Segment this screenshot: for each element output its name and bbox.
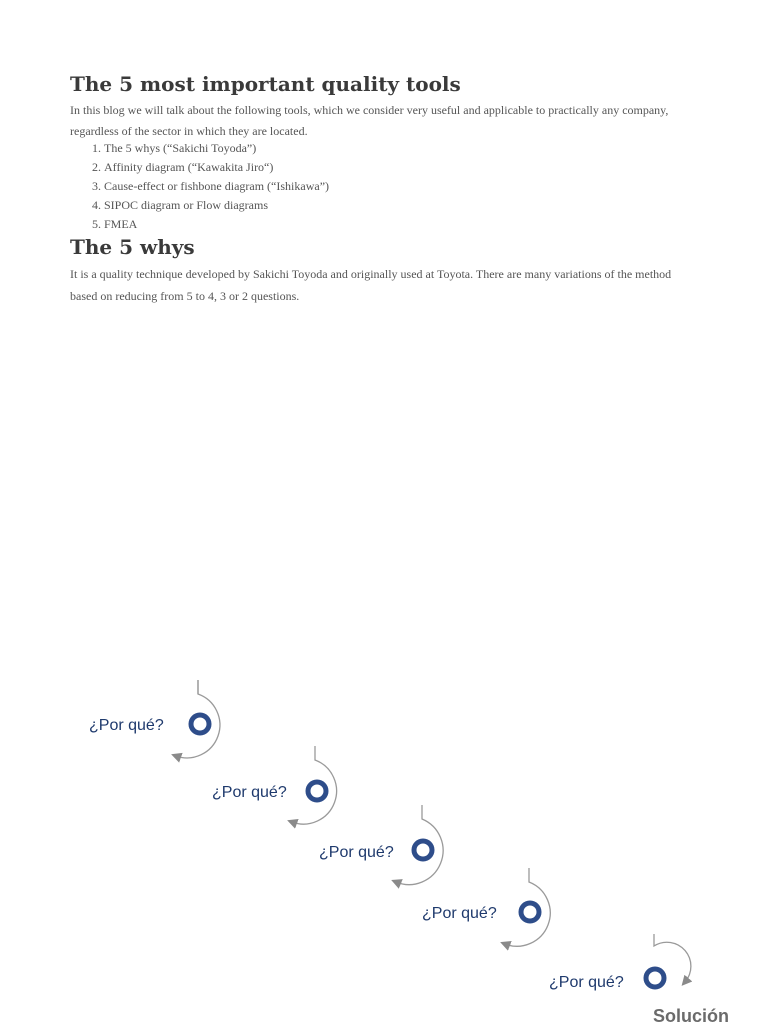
why-step-3	[319, 805, 443, 885]
why-label: ¿Por qué?	[89, 717, 164, 734]
ring-circle-icon	[308, 782, 326, 800]
why-label: ¿Por qué?	[549, 974, 624, 991]
intro-paragraph: In this blog we will talk about the following tools, which we consider very useful and applicable to practically any company, regardless of the sector in which they are located.	[70, 103, 669, 138]
why-label: ¿Por qué?	[422, 905, 497, 922]
ring-circle-icon	[646, 969, 664, 987]
section-title: The 5 whys	[70, 235, 195, 259]
why-step-1	[89, 680, 220, 758]
five-whys-diagram	[0, 670, 768, 1024]
tools-list	[70, 139, 329, 234]
curved-arrow-icon	[505, 868, 550, 946]
page-title: The 5 most important quality tools	[70, 72, 461, 96]
list-item: 1. The 5 whys (“Sakichi Toyoda”)	[104, 139, 329, 158]
why-step-4	[422, 868, 550, 946]
section-paragraph: It is a quality technique developed by Sakichi Toyoda and originally used at Toyota. There are many variations of the method based on reducing from 5 to 4, 3 or 2 questions.	[70, 267, 672, 303]
ring-circle-icon	[191, 715, 209, 733]
curved-arrow-icon	[396, 805, 443, 885]
list-item: 3. Cause-effect or fishbone diagram (“Ishikawa”)	[104, 177, 329, 196]
solution-label: Solución	[653, 1006, 729, 1024]
why-step-2	[212, 746, 337, 824]
list-item: 2. Affinity diagram (“Kawakita Jiro“)	[104, 158, 329, 177]
ring-circle-icon	[414, 841, 432, 859]
curved-arrow-icon	[654, 934, 691, 982]
ring-circle-icon	[521, 903, 539, 921]
why-label: ¿Por qué?	[319, 844, 394, 861]
list-item: 5. FMEA	[104, 215, 329, 234]
why-step-5	[549, 934, 691, 991]
why-label: ¿Por qué?	[212, 784, 287, 801]
list-item: 4. SIPOC diagram or Flow diagrams	[104, 196, 329, 215]
